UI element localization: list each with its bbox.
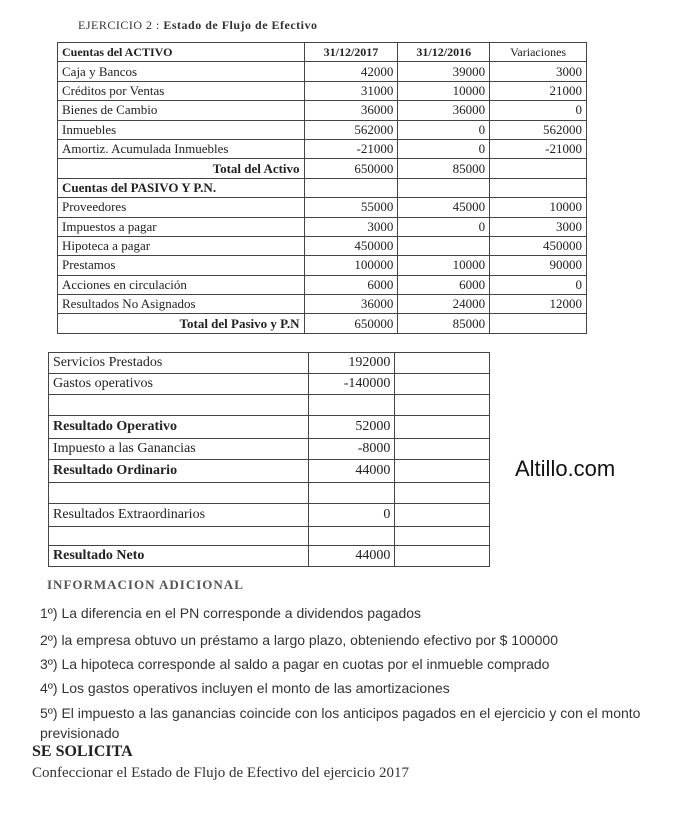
- pasivo-row-2016: 6000: [398, 275, 490, 294]
- pasivo-row-label: Prestamos: [58, 256, 305, 275]
- resultado-value: [308, 483, 395, 504]
- table-row: [58, 159, 587, 178]
- pasivo-header-row: [58, 178, 587, 197]
- empty-cell: [395, 527, 490, 546]
- pasivo-row-2017: 55000: [304, 198, 398, 217]
- resultado-row: [49, 353, 490, 374]
- table-row: [58, 139, 587, 158]
- resultado-value: 0: [308, 504, 395, 527]
- note-3: 3º) La hipoteca corresponde al saldo a pagar en cuotas por el inmueble comprado: [40, 656, 550, 672]
- pasivo-row-label: Proveedores: [58, 198, 305, 217]
- total-activo-2016: 85000: [398, 159, 490, 178]
- resultado-value: -140000: [308, 374, 395, 395]
- activo-row-label: Inmuebles: [58, 120, 305, 139]
- solicita-text: Confeccionar el Estado de Flujo de Efectivo del ejercicio 2017: [32, 765, 409, 781]
- note-2: 2º) la empresa obtuvo un préstamo a largo plazo, obteniendo efectivo por $ 100000: [40, 632, 559, 648]
- activo-row-label: Caja y Bancos: [58, 62, 305, 81]
- resultado-label: Resultados Extraordinarios: [49, 504, 309, 527]
- resultado-row: [49, 374, 490, 395]
- exercise-subtitle: Estado de Flujo de Efectivo: [163, 18, 318, 32]
- resultado-row: [49, 416, 490, 439]
- resultados-table: [48, 352, 490, 567]
- activo-row-2016: 39000: [398, 62, 490, 81]
- resultado-row: [49, 483, 490, 504]
- table-row: [58, 256, 587, 275]
- total-pasivo-label: Total del Pasivo y P.N: [58, 314, 305, 333]
- resultado-label: [49, 395, 309, 416]
- resultado-label: [49, 527, 309, 546]
- note-4: 4º) Los gastos operativos incluyen el monto de las amortizaciones: [40, 680, 450, 696]
- resultado-row: [49, 460, 490, 483]
- note-5: 5º) El impuesto a las ganancias coincide con los anticipos pagados en el ejercicio y con el monto previsionado: [40, 705, 641, 741]
- resultado-label: Resultado Ordinario: [49, 460, 309, 483]
- empty-cell: [395, 460, 490, 483]
- resultado-value: 192000: [308, 353, 395, 374]
- table-row: [58, 198, 587, 217]
- total-activo-2017: 650000: [304, 159, 398, 178]
- empty-cell: [490, 178, 587, 197]
- table-row: [58, 236, 587, 255]
- note-1: 1º) La diferencia en el PN corresponde a dividendos pagados: [40, 605, 422, 621]
- total-pasivo-variacion: [490, 314, 587, 333]
- balance-table: [57, 42, 587, 334]
- resultado-label: Impuesto a las Ganancias: [49, 439, 309, 460]
- pasivo-row-2016: 10000: [398, 256, 490, 275]
- pasivo-row-variacion: 450000: [490, 236, 587, 255]
- resultado-row: [49, 395, 490, 416]
- total-pasivo-2016: 85000: [398, 314, 490, 333]
- empty-cell: [395, 546, 490, 567]
- activo-row-2016: 0: [398, 139, 490, 158]
- pasivo-row-2016: [398, 236, 490, 255]
- pasivo-row-2017: 6000: [304, 275, 398, 294]
- pasivo-row-label: Hipoteca a pagar: [58, 236, 305, 255]
- pasivo-row-label: Impuestos a pagar: [58, 217, 305, 236]
- watermark: Altillo.com: [515, 456, 616, 481]
- activo-row-2016: 36000: [398, 101, 490, 120]
- table-row: [58, 275, 587, 294]
- activo-row-2017: 36000: [304, 101, 398, 120]
- pasivo-row-2017: 100000: [304, 256, 398, 275]
- resultado-row: [49, 546, 490, 567]
- table-row: [58, 62, 587, 81]
- resultado-value: 44000: [308, 460, 395, 483]
- total-activo-variacion: [490, 159, 587, 178]
- activo-row-label: Bienes de Cambio: [58, 101, 305, 120]
- empty-cell: [304, 178, 398, 197]
- activo-row-2017: 42000: [304, 62, 398, 81]
- pasivo-row-variacion: 0: [490, 275, 587, 294]
- header-variaciones: Variaciones: [490, 43, 587, 62]
- table-row: [58, 295, 587, 314]
- header-2017: 31/12/2017: [304, 43, 398, 62]
- resultado-value: 44000: [308, 546, 395, 567]
- resultado-label: Resultado Neto: [49, 546, 309, 567]
- total-activo-label: Total del Activo: [58, 159, 305, 178]
- empty-cell: [395, 504, 490, 527]
- resultado-row: [49, 504, 490, 527]
- pasivo-row-label: Acciones en circulación: [58, 275, 305, 294]
- activo-row-2016: 0: [398, 120, 490, 139]
- activo-row-variacion: 562000: [490, 120, 587, 139]
- activo-row-2017: 562000: [304, 120, 398, 139]
- pasivo-row-2016: 45000: [398, 198, 490, 217]
- total-pasivo-2017: 650000: [304, 314, 398, 333]
- table-row: [58, 81, 587, 100]
- pasivo-row-variacion: 10000: [490, 198, 587, 217]
- empty-cell: [395, 416, 490, 439]
- resultado-row: [49, 439, 490, 460]
- activo-row-2016: 10000: [398, 81, 490, 100]
- resultado-label: Resultado Operativo: [49, 416, 309, 439]
- resultado-value: [308, 395, 395, 416]
- empty-cell: [395, 374, 490, 395]
- empty-cell: [395, 395, 490, 416]
- resultado-label: Servicios Prestados: [49, 353, 309, 374]
- empty-cell: [395, 353, 490, 374]
- header-activo: Cuentas del ACTIVO: [58, 43, 305, 62]
- activo-row-variacion: 3000: [490, 62, 587, 81]
- exercise-number: EJERCICIO 2 :: [78, 18, 160, 32]
- activo-row-label: Amortiz. Acumulada Inmuebles: [58, 139, 305, 158]
- pasivo-row-variacion: 12000: [490, 295, 587, 314]
- empty-cell: [395, 439, 490, 460]
- empty-cell: [398, 178, 490, 197]
- activo-row-label: Créditos por Ventas: [58, 81, 305, 100]
- empty-cell: [395, 483, 490, 504]
- pasivo-row-2017: 450000: [304, 236, 398, 255]
- resultado-value: [308, 527, 395, 546]
- exercise-title: [78, 18, 318, 33]
- resultado-label: [49, 483, 309, 504]
- info-title: INFORMACION ADICIONAL: [47, 577, 244, 592]
- pasivo-row-variacion: 3000: [490, 217, 587, 236]
- solicita-title: SE SOLICITA: [32, 743, 133, 760]
- activo-row-variacion: 0: [490, 101, 587, 120]
- table-row: [58, 314, 587, 333]
- balance-header-row: [58, 43, 587, 62]
- table-row: [58, 101, 587, 120]
- resultado-row: [49, 527, 490, 546]
- table-row: [58, 120, 587, 139]
- resultado-label: Gastos operativos: [49, 374, 309, 395]
- activo-row-2017: 31000: [304, 81, 398, 100]
- header-2016: 31/12/2016: [398, 43, 490, 62]
- pasivo-header: Cuentas del PASIVO Y P.N.: [58, 178, 305, 197]
- pasivo-row-variacion: 90000: [490, 256, 587, 275]
- table-row: [58, 217, 587, 236]
- pasivo-row-2017: 36000: [304, 295, 398, 314]
- pasivo-row-2017: 3000: [304, 217, 398, 236]
- pasivo-row-2016: 24000: [398, 295, 490, 314]
- pasivo-row-label: Resultados No Asignados: [58, 295, 305, 314]
- activo-row-variacion: 21000: [490, 81, 587, 100]
- pasivo-row-2016: 0: [398, 217, 490, 236]
- activo-row-2017: -21000: [304, 139, 398, 158]
- resultado-value: 52000: [308, 416, 395, 439]
- resultado-value: -8000: [308, 439, 395, 460]
- activo-row-variacion: -21000: [490, 139, 587, 158]
